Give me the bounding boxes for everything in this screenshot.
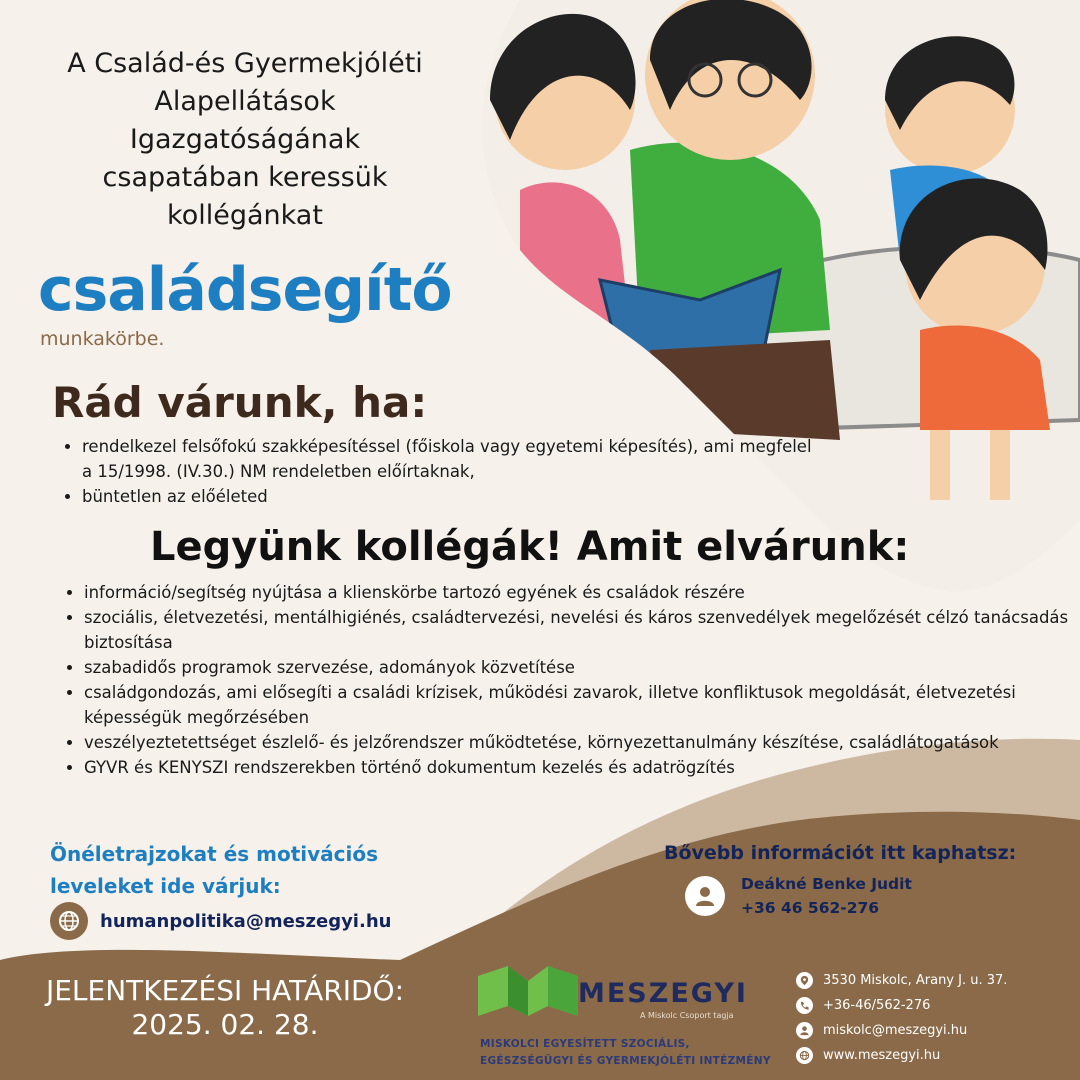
contact-web-row [796,1043,1007,1068]
intro-line: Igazgatóságának [129,124,361,155]
intro-text [30,45,460,235]
cv-line: Önéletrajzokat és motivációs [50,842,379,866]
intro-line: csapatában keressük [102,162,388,193]
cv-call [50,838,378,902]
list-item: • veszélyeztetettséget észlelő- és jelzőrendszer működtetése, környezettanulmány készítése, családlátogatások [84,730,1080,755]
contact-address [796,968,1007,993]
contact-name: Deákné Benke Judit [741,875,912,893]
brand-name: MESZEGYI [578,978,748,1009]
phone-icon [796,997,813,1014]
info-heading: Bővebb információt itt kaphatsz: [664,842,1017,864]
intro-line: A Család-és Gyermekjóléti [67,48,423,79]
deadline-label: JELENTKEZÉSI HATÁRIDŐ: [45,974,404,1007]
user-icon [796,1022,813,1039]
job-title: családsegítő [38,255,452,325]
duties-heading: Legyünk kollégák! Amit elvárunk: [150,524,910,570]
list-item: • szabadidős programok szervezése, adományok közvetítése [84,655,1080,680]
email-text[interactable]: miskolc@meszegyi.hu [823,1023,968,1038]
globe-icon [796,1047,813,1064]
location-pin-icon [796,972,813,989]
job-title-suffix: munkakörbe. [40,328,165,350]
list-item: • szociális, életvezetési, mentálhigiénés, családtervezési, nevelési és káros szenvedélyek megelőzését célzó tanácsadás biztosítása [84,605,1080,655]
contact-phone-row [796,993,1007,1018]
list-item: • információ/segítség nyújtása a klienskörbe tartozó egyének és családok részére [84,580,1080,605]
address-text: 3530 Miskolc, Arany J. u. 37. [823,973,1008,988]
list-item: • büntetlen az előéleted [82,484,812,509]
website-link[interactable]: www.meszegyi.hu [823,1048,941,1063]
email-row [50,902,391,940]
intro-line: Alapellátások [154,86,336,117]
cv-line: leveleket ide várjuk: [50,874,281,898]
contact-person [685,872,912,920]
duties-list [56,580,1080,780]
list-item: • családgondozás, ami elősegíti a családi krízisek, működési zavarok, illetve konfliktusok megoldását, életvezetési képességük megőrzésében [84,680,1080,730]
person-icon [685,876,725,916]
contact-email-row [796,1018,1007,1043]
deadline-date: 2025. 02. 28. [131,1008,319,1041]
contact-phone[interactable]: +36 46 562-276 [741,899,880,917]
requirements-list [54,434,812,509]
contact-list [796,968,1007,1068]
intro-line: kollégánkat [167,200,323,231]
requirements-heading: Rád várunk, ha: [52,378,428,427]
application-email-link[interactable]: humanpolitika@meszegyi.hu [100,910,392,932]
globe-icon [50,902,88,940]
family-illustration [470,0,1080,600]
list-item: • GYVR és KENYSZI rendszerekben történő dokumentum kezelés és adatrögzítés [84,755,1080,780]
institution-name [480,1036,771,1070]
list-item: • rendelkezel felsőfokú szakképesítéssel (főiskola vagy egyetemi képesítés), ami megfelel a 15/1998. (IV.30.) NM rendeletben előírtaknak, [82,434,812,484]
brand-tagline: A Miskolc Csoport tagja [640,1011,734,1020]
institution-line: EGÉSZSÉGÜGYI ÉS GYERMEKJÓLÉTI INTÉZMÉNY [480,1055,771,1067]
phone-text[interactable]: +36-46/562-276 [823,998,931,1013]
institution-line: MISKOLCI EGYESÍTETT SZOCIÁLIS, [480,1038,690,1050]
deadline [0,974,450,1042]
